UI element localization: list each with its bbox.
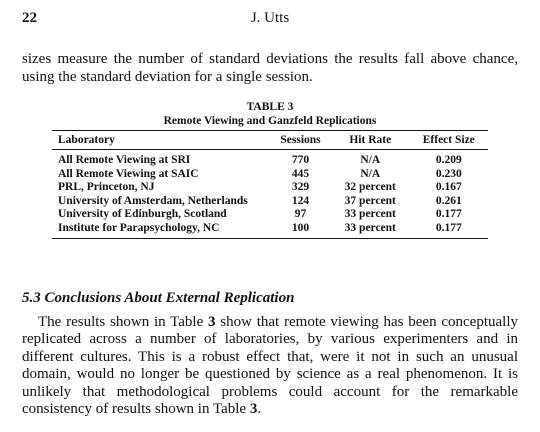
table-row [52,195,488,209]
column-header-sessions: Sessions [270,131,331,150]
table-label: TABLE 3 [246,101,294,113]
running-author: J. Utts [250,10,290,26]
intro-paragraph: sizes measure the number of standard deviations the results fall above chance, using the standard deviation for a single session. [22,51,518,85]
cell-sessions: 329 [291,181,310,193]
table-row [52,168,488,182]
column-header-effect-size: Effect Size [410,131,488,150]
cell-sessions: 770 [291,154,310,166]
cell-sessions: 445 [291,167,310,180]
cell-hit-rate: 33 percent [344,208,396,220]
replication-table [52,130,488,239]
cell-hit-rate: 32 percent [344,181,396,193]
cell-effect-size: 0.261 [435,194,462,207]
paragraph-text: . [257,401,262,418]
cell-hit-rate: 37 percent [344,194,396,207]
table-row [52,181,488,195]
cell-effect-size: 0.177 [410,222,488,239]
cell-laboratory: All Remote Viewing at SAIC [58,167,199,180]
cell-sessions: 97 [294,208,307,220]
cell-effect-size: 0.167 [435,181,462,193]
table-row [52,208,488,222]
cell-sessions: 124 [291,194,310,207]
cell-laboratory: University of Amsterdam, Netherlands [58,194,248,207]
table-row [52,150,488,168]
cell-effect-size: 0.209 [435,154,462,166]
table-reference: 3 [249,401,258,418]
table-title: Remote Viewing and Ganzfeld Replications [163,115,377,127]
page-number: 22 [22,10,37,26]
table-3 [52,100,488,239]
table-row [52,222,488,239]
cell-hit-rate: 33 percent [331,222,409,239]
section-heading: 5.3 Conclusions About External Replication [22,290,295,306]
cell-hit-rate: N/A [360,154,381,166]
paragraph-text: The results shown in Table [38,314,209,330]
cell-laboratory: Institute for Parapsychology, NC [52,222,270,239]
cell-effect-size: 0.230 [435,167,462,180]
cell-laboratory: University of Edinburgh, Scotland [58,208,227,220]
cell-laboratory: PRL, Princeton, NJ [58,181,155,193]
table-header-row [52,131,488,150]
column-header-hit-rate: Hit Rate [331,131,409,150]
paragraph-text: show that remote viewing has been conceptually replicated across a number of laboratories, by various experimenters and in different cultures. This is a robust effect that, were it not in such an unusual domain, would no longer be questioned by science as a real phenomenon. It is unlikely that methodological problems could account for the remarkable consistency of results shown in Table [22,314,518,418]
cell-hit-rate: N/A [360,167,381,180]
cell-sessions: 100 [270,222,331,239]
table-reference: 3 [208,314,216,330]
running-header [22,10,518,32]
cell-laboratory: All Remote Viewing at SRI [58,154,191,166]
conclusion-paragraph [22,314,518,418]
column-header-laboratory: Laboratory [52,131,270,150]
cell-effect-size: 0.177 [435,208,462,220]
